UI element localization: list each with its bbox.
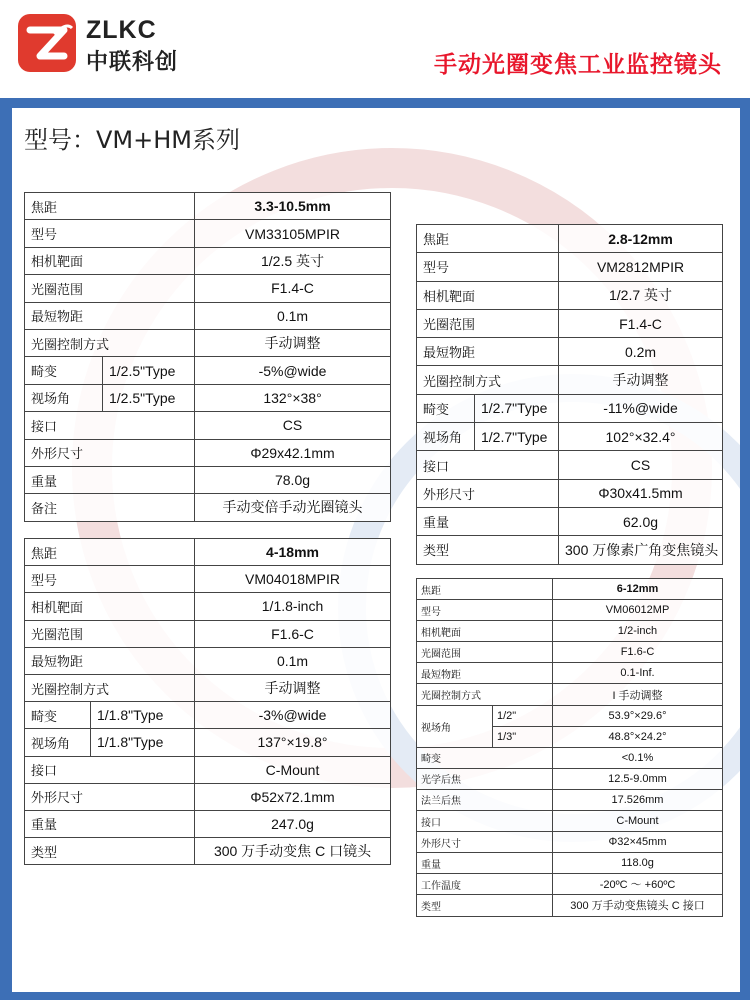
- spec-label: 最短物距: [417, 338, 559, 366]
- spec-label: 视场角: [25, 384, 103, 411]
- spec-table-3.3-10.5mm: [24, 192, 391, 522]
- spec-table-6-12mm: [416, 578, 723, 917]
- spec-value: Φ30x41.5mm: [559, 479, 723, 507]
- bottom-border: [0, 992, 750, 1000]
- spec-value: 12.5-9.0mm: [553, 768, 723, 789]
- spec-label: 接口: [25, 412, 195, 439]
- spec-value: 0.1m: [195, 647, 391, 674]
- spec-label: 最短物距: [25, 302, 195, 329]
- spec-row: [25, 384, 391, 411]
- spec-row: [25, 566, 391, 593]
- spec-label: 光圈控制方式: [25, 674, 195, 701]
- spec-row: [417, 309, 723, 337]
- spec-row: [417, 423, 723, 451]
- spec-row: [417, 663, 723, 684]
- spec-value: 手动调整: [195, 674, 391, 701]
- spec-value: 6-12mm: [553, 579, 723, 600]
- spec-row: [25, 756, 391, 783]
- spec-value: 300 万手动变焦镜头 C 接口: [553, 895, 723, 916]
- spec-value: Φ52x72.1mm: [195, 783, 391, 810]
- spec-value: 手动调整: [559, 366, 723, 394]
- spec-label: 光圈控制方式: [417, 684, 553, 705]
- spec-row: [417, 874, 723, 895]
- spec-label: 型号: [25, 220, 195, 247]
- spec-label: 光圈控制方式: [25, 329, 195, 356]
- spec-value: 137°×19.8°: [195, 729, 391, 756]
- spec-value: F1.6-C: [195, 620, 391, 647]
- spec-value: Φ32×45mm: [553, 832, 723, 853]
- spec-value: 4-18mm: [195, 539, 391, 566]
- spec-value: VM33105MPIR: [195, 220, 391, 247]
- spec-table-4-18mm: [24, 538, 391, 865]
- spec-label: 接口: [417, 811, 553, 832]
- spec-row: [417, 366, 723, 394]
- spec-label: 畸变: [25, 702, 91, 729]
- spec-sublabel: 1/2.5"Type: [103, 357, 195, 384]
- spec-sublabel: 1/2.5"Type: [103, 384, 195, 411]
- spec-row: [25, 647, 391, 674]
- spec-label: 相机靶面: [417, 281, 559, 309]
- spec-value: 3.3-10.5mm: [195, 193, 391, 220]
- spec-value: VM04018MPIR: [195, 566, 391, 593]
- spec-row: [417, 705, 723, 726]
- spec-label: 相机靶面: [25, 247, 195, 274]
- spec-row: [25, 329, 391, 356]
- spec-label: 类型: [417, 536, 559, 564]
- spec-row: [417, 479, 723, 507]
- spec-label: 光圈范围: [25, 620, 195, 647]
- spec-row: [25, 783, 391, 810]
- spec-label: 接口: [417, 451, 559, 479]
- spec-row: [25, 593, 391, 620]
- spec-label: 视场角: [417, 705, 493, 747]
- spec-row: [417, 832, 723, 853]
- spec-table-2.8-12mm: [416, 224, 723, 565]
- spec-row: [417, 811, 723, 832]
- spec-row: [25, 494, 391, 521]
- spec-row: [25, 302, 391, 329]
- spec-label: 外形尺寸: [417, 832, 553, 853]
- spec-row: [417, 338, 723, 366]
- spec-label: 光圈控制方式: [417, 366, 559, 394]
- spec-label: 最短物距: [417, 663, 553, 684]
- spec-row: [25, 620, 391, 647]
- spec-label: 畸变: [417, 747, 553, 768]
- spec-sublabel: 1/2.7"Type: [475, 423, 559, 451]
- spec-label: 焦距: [417, 225, 559, 253]
- spec-label: 外形尺寸: [417, 479, 559, 507]
- spec-value: 2.8-12mm: [559, 225, 723, 253]
- spec-label: 重量: [25, 466, 195, 493]
- spec-label: 最短物距: [25, 647, 195, 674]
- spec-label: 相机靶面: [417, 621, 553, 642]
- spec-label: 光学后焦: [417, 768, 553, 789]
- spec-value: 17.526mm: [553, 789, 723, 810]
- spec-sublabel: 1/3": [493, 726, 553, 747]
- spec-value: C-Mount: [195, 756, 391, 783]
- spec-row: [25, 729, 391, 756]
- spec-row: [25, 275, 391, 302]
- spec-row: [25, 439, 391, 466]
- spec-value: CS: [559, 451, 723, 479]
- spec-label: 相机靶面: [25, 593, 195, 620]
- spec-value: VM06012MP: [553, 600, 723, 621]
- spec-label: 工作温度: [417, 874, 553, 895]
- spec-label: 焦距: [25, 539, 195, 566]
- spec-label: 焦距: [417, 579, 553, 600]
- spec-sublabel: 1/1.8"Type: [91, 702, 195, 729]
- spec-sublabel: 1/2.7"Type: [475, 394, 559, 422]
- spec-label: 光圈范围: [417, 642, 553, 663]
- spec-row: [417, 579, 723, 600]
- spec-value: 102°×32.4°: [559, 423, 723, 451]
- spec-label: 外形尺寸: [25, 783, 195, 810]
- spec-row: [417, 853, 723, 874]
- spec-value: 62.0g: [559, 507, 723, 535]
- spec-row: [417, 642, 723, 663]
- spec-value: -3%@wide: [195, 702, 391, 729]
- spec-label: 型号: [417, 600, 553, 621]
- spec-value: 0.1-Inf.: [553, 663, 723, 684]
- spec-label: 畸变: [25, 357, 103, 384]
- spec-value: F1.4-C: [195, 275, 391, 302]
- page-header: [0, 0, 750, 98]
- spec-label: 视场角: [417, 423, 475, 451]
- spec-label: 备注: [25, 494, 195, 521]
- spec-row: [417, 394, 723, 422]
- spec-label: 重量: [25, 810, 195, 837]
- spec-label: 视场角: [25, 729, 91, 756]
- spec-row: [25, 838, 391, 865]
- spec-sublabel: 1/2": [493, 705, 553, 726]
- spec-value: 0.1m: [195, 302, 391, 329]
- spec-row: [417, 507, 723, 535]
- spec-value: <0.1%: [553, 747, 723, 768]
- spec-row: [25, 810, 391, 837]
- spec-row: [417, 451, 723, 479]
- spec-value: 132°×38°: [195, 384, 391, 411]
- spec-value: CS: [195, 412, 391, 439]
- spec-label: 接口: [25, 756, 195, 783]
- spec-row: [25, 466, 391, 493]
- spec-label: 焦距: [25, 193, 195, 220]
- spec-label: 畸变: [417, 394, 475, 422]
- spec-row: [25, 539, 391, 566]
- spec-sublabel: 1/1.8"Type: [91, 729, 195, 756]
- spec-row: [25, 357, 391, 384]
- right-border: [740, 108, 750, 1000]
- brand-name-en: ZLKC: [86, 16, 157, 44]
- spec-row: [417, 747, 723, 768]
- spec-value: -11%@wide: [559, 394, 723, 422]
- spec-value: VM2812MPIR: [559, 253, 723, 281]
- spec-value: F1.4-C: [559, 309, 723, 337]
- spec-row: [25, 193, 391, 220]
- spec-label: 类型: [25, 838, 195, 865]
- model-series-title: 型号：VM+HM系列: [24, 126, 240, 154]
- spec-value: 0.2m: [559, 338, 723, 366]
- left-border: [0, 108, 12, 1000]
- spec-row: [417, 536, 723, 564]
- header-title: 手动光圈变焦工业监控镜头: [434, 52, 722, 78]
- spec-row: [417, 600, 723, 621]
- spec-value: 247.0g: [195, 810, 391, 837]
- spec-label: 型号: [417, 253, 559, 281]
- spec-label: 光圈范围: [25, 275, 195, 302]
- spec-row: [417, 225, 723, 253]
- spec-value: 118.0g: [553, 853, 723, 874]
- spec-value: 手动变倍手动光圈镜头: [195, 494, 391, 521]
- spec-row: [25, 247, 391, 274]
- spec-value: 300 万手动变焦 C 口镜头: [195, 838, 391, 865]
- spec-label: 重量: [417, 853, 553, 874]
- spec-value: 手动调整: [195, 329, 391, 356]
- spec-row: [25, 220, 391, 247]
- brand-name-cn: 中联科创: [86, 50, 179, 75]
- spec-value: 53.9°×29.6°: [553, 705, 723, 726]
- spec-row: [417, 281, 723, 309]
- spec-value: F1.6-C: [553, 642, 723, 663]
- spec-value: 78.0g: [195, 466, 391, 493]
- spec-value: 1/2.7 英寸: [559, 281, 723, 309]
- spec-value: -20ºC ～ +60ºC: [553, 874, 723, 895]
- brand-logo: [18, 14, 178, 74]
- brand-logo-mark-icon: [18, 14, 76, 72]
- spec-row: [417, 768, 723, 789]
- spec-row: [417, 684, 723, 705]
- header-band: [0, 98, 750, 108]
- spec-row: [25, 674, 391, 701]
- spec-value: 300 万像素广角变焦镜头: [559, 536, 723, 564]
- spec-label: 类型: [417, 895, 553, 916]
- spec-label: 型号: [25, 566, 195, 593]
- spec-row: [417, 895, 723, 916]
- spec-value: -5%@wide: [195, 357, 391, 384]
- spec-label: 法兰后焦: [417, 789, 553, 810]
- spec-row: [417, 621, 723, 642]
- spec-value: Φ29x42.1mm: [195, 439, 391, 466]
- spec-value: 1/2.5 英寸: [195, 247, 391, 274]
- spec-value: I 手动调整: [553, 684, 723, 705]
- spec-label: 外形尺寸: [25, 439, 195, 466]
- spec-value: 1/1.8-inch: [195, 593, 391, 620]
- spec-value: C-Mount: [553, 811, 723, 832]
- spec-value: 1/2-inch: [553, 621, 723, 642]
- spec-row: [25, 702, 391, 729]
- spec-row: [25, 412, 391, 439]
- spec-label: 光圈范围: [417, 309, 559, 337]
- spec-label: 重量: [417, 507, 559, 535]
- spec-value: 48.8°×24.2°: [553, 726, 723, 747]
- spec-row: [417, 789, 723, 810]
- spec-row: [417, 253, 723, 281]
